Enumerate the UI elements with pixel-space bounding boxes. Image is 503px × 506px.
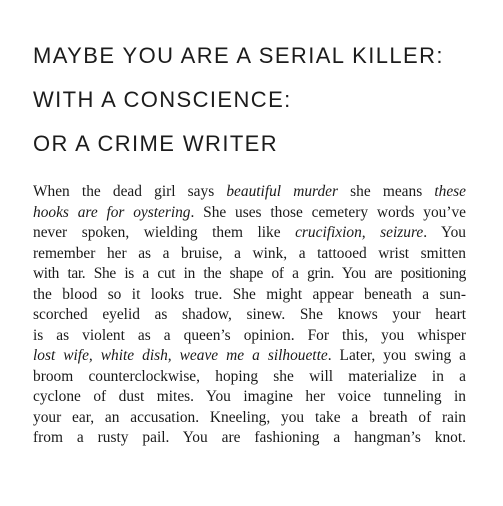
body-line-10: broom counterclockwise, hoping she will materialize in a (33, 367, 466, 385)
italic-run: crucifixion, seizure (295, 224, 424, 241)
text-run: When the dead girl says (33, 183, 227, 200)
body-line-7: scorched eyelid as shadow, sinew. She knows your heart (33, 306, 466, 323)
text-run: . She uses those cemetery words you’ve (190, 203, 466, 221)
poem-body (33, 182, 466, 449)
text-run: . Later, you swing a (327, 347, 467, 364)
italic-run: these (434, 183, 466, 200)
body-line-4: remember her as a bruise, a wink, a tattooed wrist smitten (33, 244, 466, 262)
body-line-2 (33, 203, 466, 224)
text-run: never spoken, wielding them like (33, 224, 296, 241)
poem-title (33, 34, 483, 166)
body-line-8: is as violent as a queen’s opinion. For this, you whisper (33, 326, 466, 344)
body-line-1 (33, 182, 466, 203)
text-run: she means (338, 183, 435, 200)
italic-run: beautiful murder (226, 183, 338, 200)
text-run: . You (423, 224, 466, 241)
title-line-3: OR A CRIME WRITER (33, 131, 279, 156)
body-line-6: the blood so it looks true. She might appear beneath a sun- (33, 285, 466, 303)
body-line-5: with tar. She is a cut in the shape of a grin. You are positioning (33, 265, 466, 282)
title-line-1: MAYBE YOU ARE A SERIAL KILLER: (33, 43, 444, 68)
body-line-12: your ear, an accusation. Kneeling, you take a breath of rain (33, 408, 466, 426)
title-line-2: WITH A CONSCIENCE: (33, 87, 292, 112)
body-line-11: cyclone of dust mites. You imagine her voice tunneling in (33, 388, 466, 405)
body-line-9 (33, 346, 466, 367)
italic-run: lost wife, white dish, weave me a silhouette (33, 347, 328, 364)
italic-run: hooks are for oystering (33, 203, 191, 221)
body-line-3 (33, 223, 466, 244)
body-line-13: from a rusty pail. You are fashioning a hangman’s knot. (33, 429, 466, 446)
